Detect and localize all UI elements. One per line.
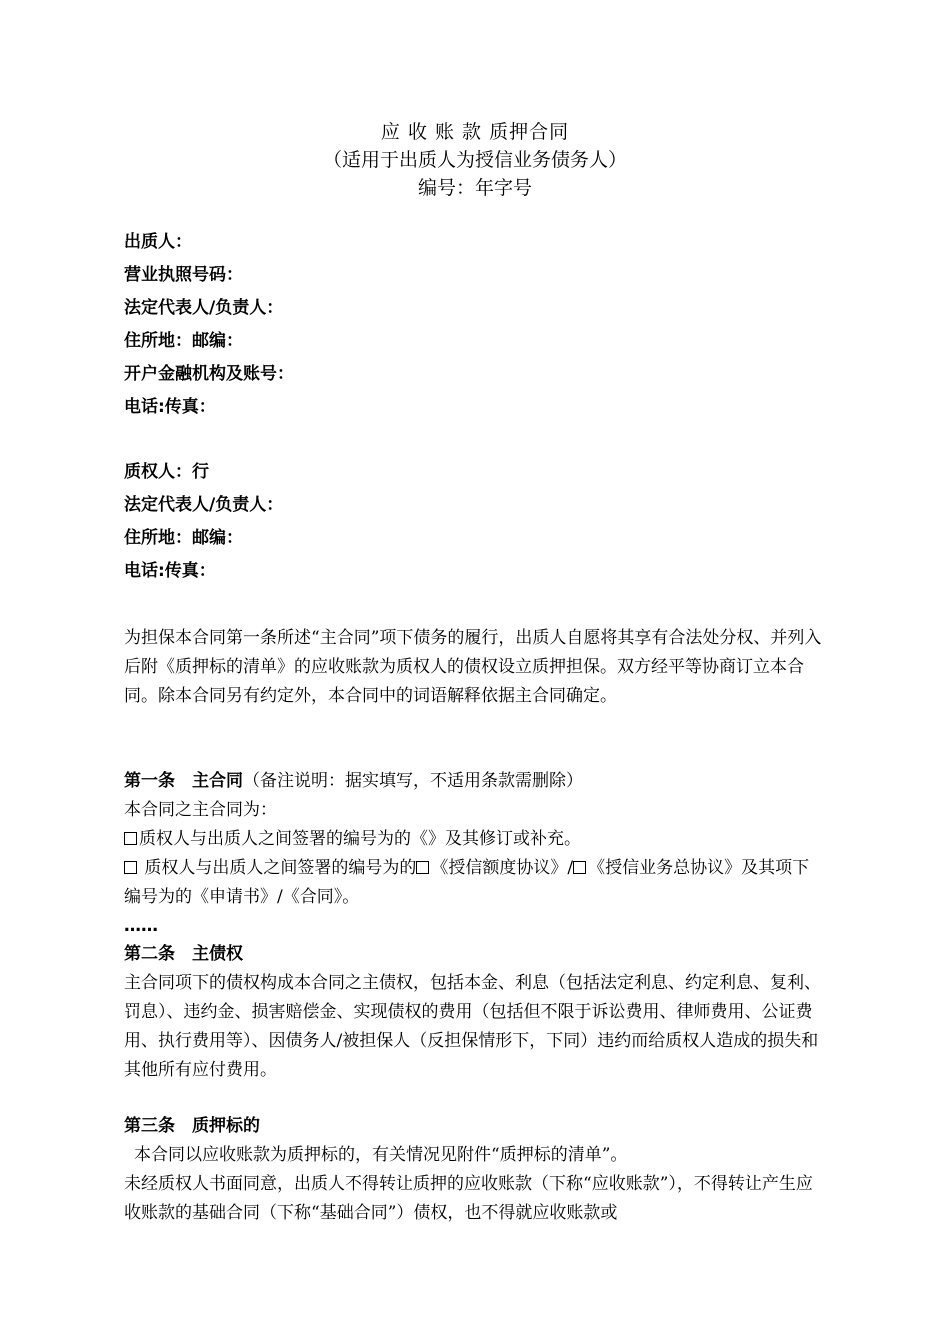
article-2-heading: 第二条 主债权: [124, 944, 243, 964]
article-2: [124, 940, 824, 1085]
title-block: [0, 118, 950, 202]
article-1-intro: 本合同之主合同为：: [124, 800, 277, 820]
pledgee-address: 住所地：邮编：: [124, 528, 243, 548]
pledgor-representative: 法定代表人/负责人：: [124, 298, 284, 318]
article-3-body-1: 本合同以应收账款为质押标的，有关情况见附件“质押标的清单”。: [134, 1145, 628, 1165]
pledgee-representative: 法定代表人/负责人：: [124, 495, 284, 515]
article-1-option-2: 质权人与出质人之间签署的编号为的 《授信额度协议》/ 《授信业务总协议》及其项下编号为的《申请书》/《合同》。: [124, 858, 810, 907]
article-1-option-1: 质权人与出质人之间签署的编号为的《》及其修订或补充。: [124, 825, 824, 854]
article-1: [124, 767, 824, 941]
pledgor-license: 营业执照号码：: [124, 265, 243, 285]
preamble: [124, 624, 824, 711]
article-3-body-2: 未经质权人书面同意，出质人不得转让质押的应收账款（下称“应收账款”），不得转让产生应收账款的基础合同（下称“基础合同”）债权，也不得就应收账款或: [124, 1174, 813, 1223]
article-1-note: （备注说明：据实填写，不适用条款需删除）: [243, 771, 583, 791]
pledgor-section: [124, 226, 294, 424]
pledgor-bank: 开户金融机构及账号：: [124, 364, 294, 384]
pledgor-phone: 电话:传真：: [124, 397, 216, 417]
article-1-ellipsis: ……: [124, 916, 158, 936]
checkbox-icon[interactable]: [124, 861, 137, 874]
pledgee-section: [124, 456, 283, 588]
article-3-heading: 第三条 质押标的: [124, 1116, 260, 1136]
pledgee-name: 质权人：行: [124, 462, 209, 482]
checkbox-icon[interactable]: [573, 861, 586, 874]
checkbox-icon[interactable]: [124, 832, 137, 845]
preamble-text: 为担保本合同第一条所述“主合同”项下债务的履行，出质人自愿将其享有合法处分权、并列入后附《质押标的清单》的应收账款为质权人的债权设立质押担保。双方经平等协商订立本合同。除本合同另有约定外，本合同中的词语解释依据主合同确定。: [124, 628, 822, 706]
article-3: [124, 1112, 824, 1228]
contract-title: 应 收 账 款 质押合同: [380, 121, 570, 143]
checkbox-icon[interactable]: [416, 861, 429, 874]
pledgor-name: 出质人：: [124, 232, 192, 252]
article-2-body: 主合同项下的债权构成本合同之主债权，包括本金、利息（包括法定利息、约定利息、复利、罚息）、违约金、损害赔偿金、实现债权的费用（包括但不限于诉讼费用、律师费用、公证费用、执行费用等）、因债务人/被担保人（反担保情形下，下同）违约而给质权人造成的损失和其他所有应付费用。: [124, 973, 821, 1080]
contract-number: 编号：年字号: [417, 177, 532, 199]
pledgee-phone: 电话:传真：: [124, 561, 216, 581]
pledgor-address: 住所地：邮编：: [124, 331, 243, 351]
article-1-heading: 第一条 主合同: [124, 771, 243, 791]
contract-subtitle: （适用于出质人为授信业务债务人）: [322, 149, 627, 171]
